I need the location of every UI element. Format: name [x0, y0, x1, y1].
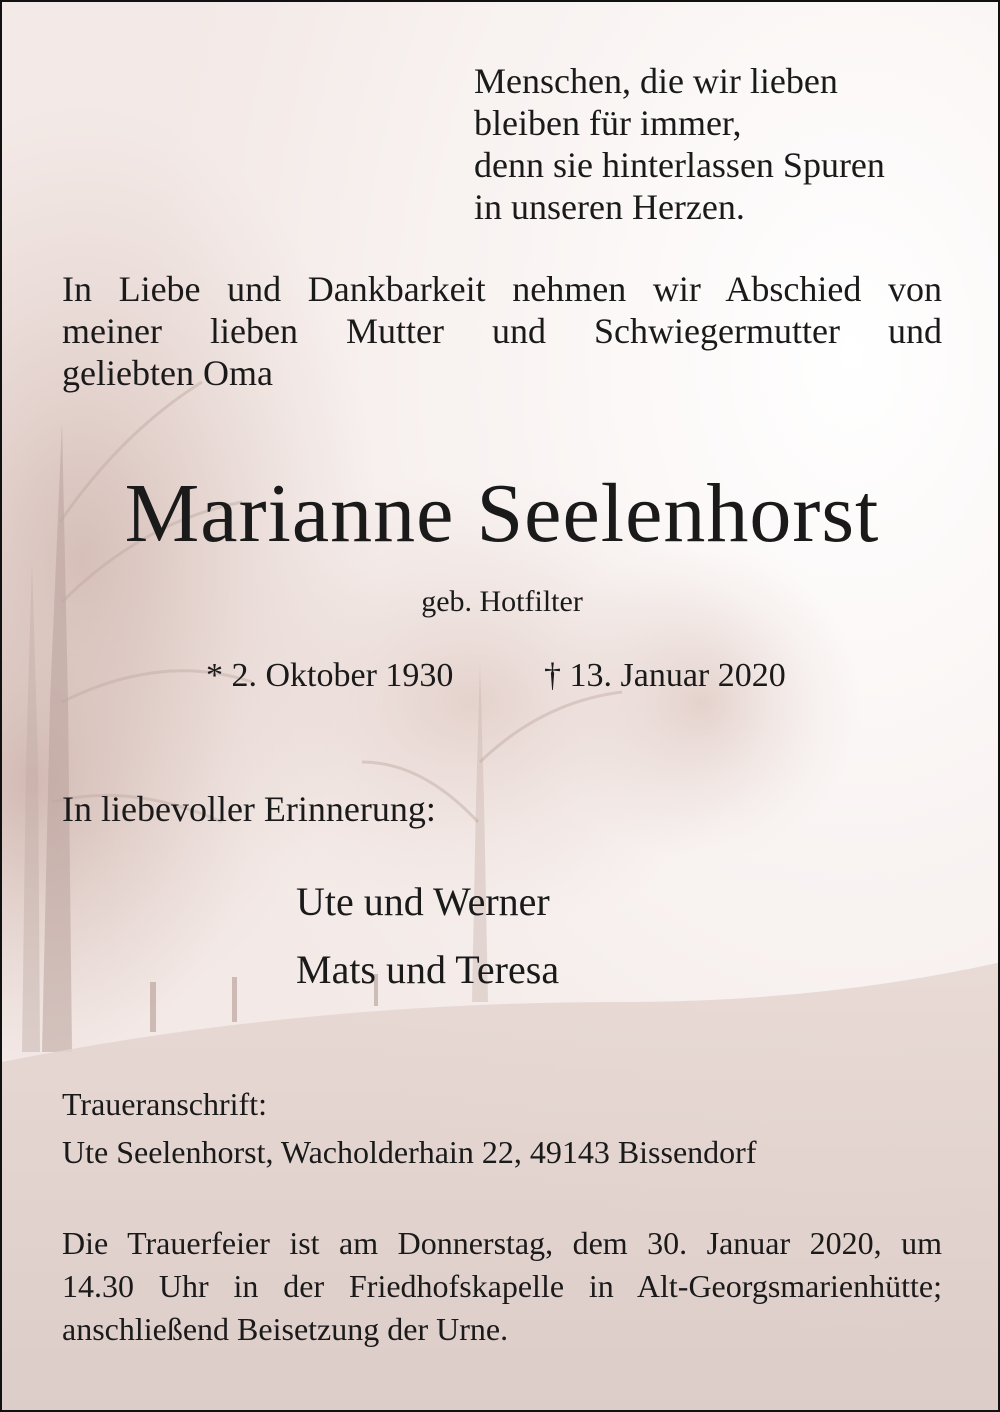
death-date: † 13. Januar 2020 [544, 657, 786, 694]
maiden-name: geb. Hotfilter [421, 585, 583, 618]
mourners-list [296, 868, 559, 1004]
service-line: Die Trauerfeier ist am Donnerstag, dem 30. Januar 2020, um [62, 1225, 942, 1261]
poem-line: bleiben für immer, [474, 103, 742, 143]
poem-line: Menschen, die wir lieben [474, 61, 838, 101]
birth-date: * 2. Oktober 1930 [206, 657, 454, 694]
poem-line: in unseren Herzen. [474, 187, 745, 227]
farewell-line: meiner lieben Mutter und Schwiegermutter und [62, 311, 942, 351]
memorial-poem [474, 60, 885, 228]
farewell-line: In Liebe und Dankbarkeit nehmen wir Abschied von [62, 269, 942, 309]
poem-line: denn sie hinterlassen Spuren [474, 145, 885, 185]
deceased-name: Marianne Seelenhorst [124, 467, 880, 560]
mourner-entry: Ute und Werner [296, 879, 550, 924]
memory-heading: In liebevoller Erinnerung: [62, 789, 436, 829]
address-label: Traueranschrift: [62, 1086, 267, 1122]
mourning-address: Ute Seelenhorst, Wacholderhain 22, 49143 Bissendorf [62, 1134, 757, 1170]
funeral-service-info [62, 1222, 942, 1351]
farewell-text [62, 268, 942, 394]
service-line: anschließend Beisetzung der Urne. [62, 1311, 509, 1347]
farewell-line: geliebten Oma [62, 353, 273, 393]
service-line: 14.30 Uhr in der Friedhofskapelle in Alt-Georgsmarienhütte; [62, 1268, 942, 1304]
mourner-entry: Mats und Teresa [296, 947, 560, 992]
